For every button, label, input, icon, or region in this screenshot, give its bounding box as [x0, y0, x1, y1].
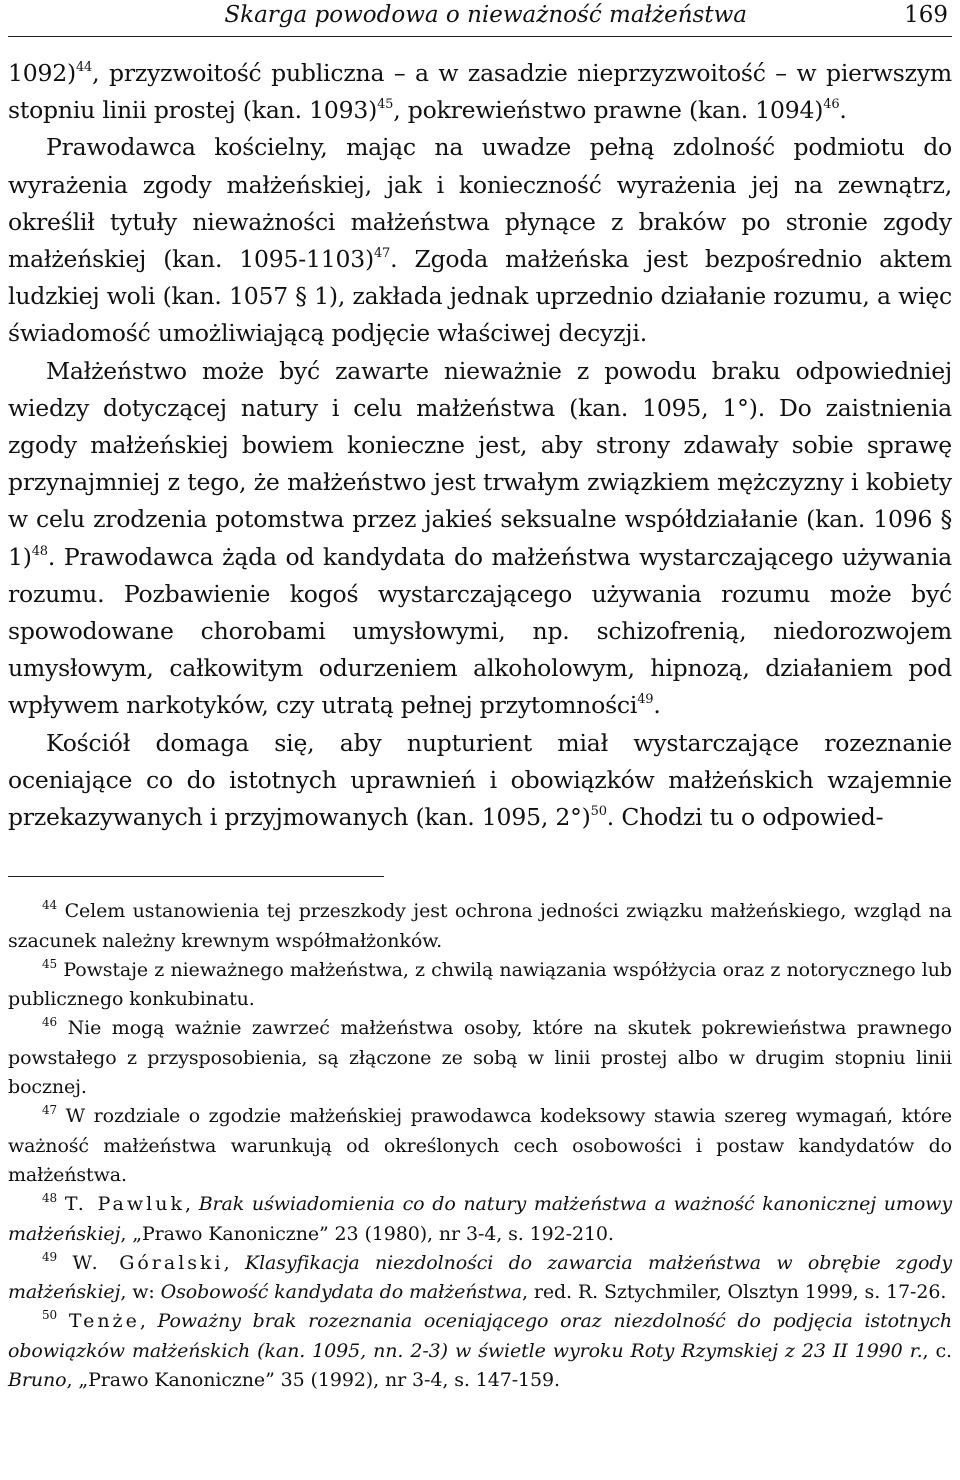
footnote-separator [8, 876, 384, 877]
footnote-ref-46[interactable]: 46 [823, 97, 840, 113]
footnote-number: 47 [42, 1103, 58, 1118]
text-run: Kościół domaga się, aby nupturient miał wystarczające rozeznanie oceniające co do istotnych uprawnień i obowiązków małżeńskich wzajemnie przekazywanych i przyjmowanych (kan. 1095, 2°) [8, 728, 952, 832]
text-run: . [839, 96, 847, 125]
footnote-number: 45 [42, 956, 58, 971]
running-header [8, 0, 952, 37]
footnote-ref-44[interactable]: 44 [75, 60, 93, 75]
footnote-48 [8, 1190, 952, 1249]
text-run: 1092) [8, 59, 76, 87]
footnote-ref-47[interactable]: 47 [373, 246, 391, 262]
paragraph-3 [8, 353, 952, 725]
text-run: . Prawodawca żąda od kandydata do małżeństwa wystarczającego używania rozumu. Pozbawienie kogoś wystarczającego używania rozumu może być spowodowane chorobami umysłowymi, np. schizofrenią, niedorozwojem umysłowym, całkowitym odurzeniem alkoholowym, hipnozą, działaniem pod wpływem narkotyków, czy utratą pełnej przytomności [8, 542, 952, 720]
text-run: , pokrewieństwo prawne (kan. 1094) [393, 96, 824, 125]
page [8, 0, 952, 1395]
footnote-47 [8, 1102, 952, 1190]
page-number: 169 [904, 2, 948, 28]
footnote-number: 48 [42, 1191, 58, 1206]
footnote-text: Nie mogą ważnie zawrzeć małżeństwa osoby, które na skutek pokrewieństwa prawnego powstałego z przysposobienia, są złączone ze sobą w linii prostej albo w drugim stopniu linii bocznej. [8, 1017, 952, 1099]
footnote-citation: , red. R. Sztychmiler, Olsztyn 1999, s. 17-26. [521, 1281, 947, 1304]
footnote-50 [8, 1307, 952, 1395]
paragraph-1 [8, 55, 952, 129]
footnote-work-title: Poważny brak rozeznania oceniającego oraz niezdolność do podjęcia istotnych obowiązków małżeńskich (kan. 1095, nn. 2-3) w świetle wyroku Roty Rzymskiej z 23 II 1990 r. [8, 1310, 952, 1362]
footnote-number: 44 [42, 898, 58, 913]
text-run: Małżeństwo może być zawarte nieważnie z powodu braku odpowiedniej wiedzy dotyczącej natury i celu małżeństwa (kan. 1095, 1°). Do zaistnienia zgody małżeńskiej bowiem konieczne jest, aby strony zdawały sobie sprawę przynajmniej z tego, że małżeństwo jest trwałym związkiem mężczyzny i kobiety w celu zrodzenia potomstwa przez jakieś seksualne współdziałanie (kan. 1096 § 1) [8, 356, 952, 571]
footnote-citation: , „Prawo Kanoniczne” 35 (1992), nr 3-4, s. 147-159. [66, 1369, 560, 1392]
footnote-number: 46 [42, 1015, 58, 1030]
footnote-text: Powstaje z nieważnego małżeństwa, z chwilą nawiązania współżycia oraz z notorycznego lub publicznego konkubinatu. [8, 958, 952, 1011]
footnote-work-title: Brak uświadomienia co do natury małżeństwa a ważność kanonicznej umowy małżeńskiej [8, 1193, 952, 1245]
main-text [8, 55, 952, 836]
footnote-work-title: Klasyfikacja niezdolności do zawarcia małżeństwa w obrębie zgody małżeńskiej [8, 1251, 952, 1304]
footnote-text: Celem ustanowienia tej przeszkody jest ochrona jedności związku małżeńskiego, wzgląd na szacunek należny krewnym współmałżonków. [8, 900, 952, 952]
paragraph-2 [8, 129, 952, 352]
footnote-ref-48[interactable]: 48 [31, 543, 48, 559]
footnote-49 [8, 1249, 952, 1308]
footnote-number: 50 [42, 1308, 58, 1323]
text-run: , [223, 1251, 245, 1274]
footnote-author: T. Pawluk [64, 1193, 185, 1216]
footnote-book-title: Osobowość kandydata do małżeństwa [160, 1281, 522, 1304]
text-run: . [653, 691, 661, 720]
footnotes [8, 897, 952, 1395]
footnote-ref-50[interactable]: 50 [590, 804, 607, 820]
footnote-ref-49[interactable]: 49 [637, 692, 654, 708]
footnote-44 [8, 897, 952, 956]
footnote-author: W. Góralski [72, 1251, 224, 1274]
text-run: , c. [922, 1339, 952, 1362]
text-run: , przyzwoitość publiczna – a w zasadzie nieprzyzwoitość – w pierwszym stopniu linii prostej (kan. 1093) [8, 59, 952, 125]
footnote-46 [8, 1014, 952, 1102]
footnote-45 [8, 956, 952, 1015]
footnote-ref-45[interactable]: 45 [377, 97, 394, 113]
footnote-citation: , „Prawo Kanoniczne” 23 (1980), nr 3-4, s. 192-210. [120, 1222, 614, 1245]
footnote-text: W rozdziale o zgodzie małżeńskiej prawodawca kodeksowy stawia szereg wymagań, które ważność małżeństwa warunkują od określonych cech osobowości i postaw kandydatów do małżeństwa. [8, 1105, 952, 1186]
text-run: . Zgoda małżeńska jest bezpośrednio aktem ludzkiej woli (kan. 1057 § 1), zakłada jednak uprzednio działanie rozumu, a więc świadomość umożliwiającą podjęcie właściwej decyzji. [8, 245, 952, 348]
paragraph-4 [8, 725, 952, 837]
text-run: . Chodzi tu o odpowied- [606, 803, 884, 832]
footnote-ponens: Bruno [8, 1369, 67, 1392]
text-run: Prawodawca kościelny, mając na uwadze pełną zdolność podmiotu do wyrażenia zgody małżeńskiej, jak i konieczność wyrażenia jej na zewnątrz, określił tytuły nieważności małżeństwa płynące z braków po stronie zgody małżeńskiej (kan. 1095-1103) [8, 133, 952, 274]
text-run: , w: [120, 1281, 161, 1304]
text-run: , [139, 1310, 158, 1333]
footnote-number: 49 [42, 1249, 58, 1264]
running-title: Skarga powodowa o nieważność małżeństwa [224, 2, 747, 28]
footnote-author: Tenże [68, 1310, 140, 1333]
text-run: , [184, 1193, 199, 1216]
